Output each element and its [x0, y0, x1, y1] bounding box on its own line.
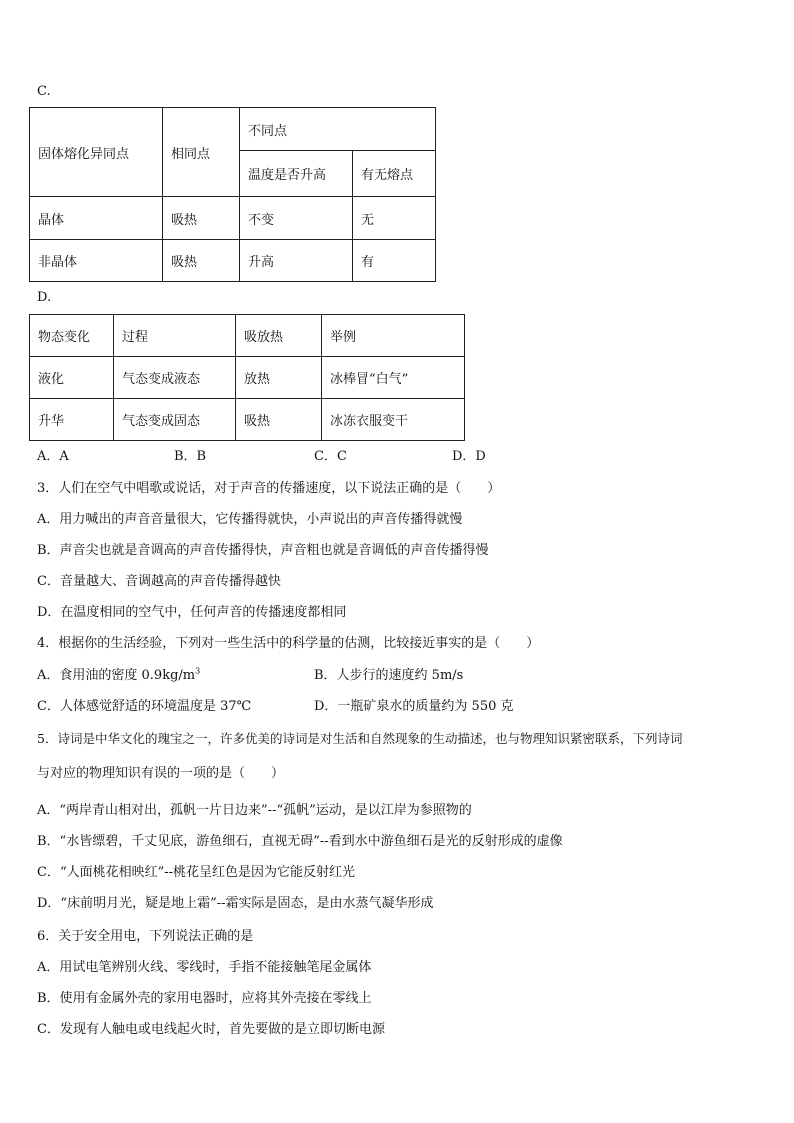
state-change-table: [29, 314, 465, 441]
table-cell: 不变: [240, 197, 353, 240]
table-header-row: [30, 315, 465, 357]
q3-option-a[interactable]: A．用力喊出的声音音量很大，它传播得就快，小声说出的声音传播得就慢: [37, 512, 463, 527]
q2-answer-options: [37, 449, 597, 467]
q4-option-b[interactable]: B．人步行的速度约 5m/s: [314, 668, 464, 683]
table-cell: 晶体: [30, 197, 163, 240]
q5-option-c[interactable]: C．“人面桃花相映红”--桃花呈红色是因为它能反射红光: [37, 865, 356, 880]
question-4-stem: 4．根据你的生活经验，下列对一些生活中的科学量的估测，比较接近事实的是（ ）: [37, 636, 540, 651]
option-a[interactable]: A．A: [37, 449, 69, 464]
table-cell: 液化: [30, 357, 114, 399]
option-c[interactable]: C．C: [314, 449, 347, 464]
melting-comparison-table: [29, 107, 436, 282]
question-5-stem: 5．诗词是中华文化的瑰宝之一，许多优美的诗词是对生活和自然现象的生动描述，也与物理知识紧密联系，下列诗词: [37, 731, 683, 746]
question-6-stem: 6．关于安全用电，下列说法正确的是: [37, 929, 254, 944]
option-d-label: D.: [37, 290, 52, 305]
table-header-cell: 举例: [322, 315, 465, 357]
table-row: [30, 240, 436, 282]
table-cell: 升高: [240, 240, 353, 282]
q6-option-c[interactable]: C．发现有人触电或电线起火时，首先要做的是立即切断电源: [37, 1022, 385, 1037]
q6-option-b[interactable]: B．使用有金属外壳的家用电器时，应将其外壳接在零线上: [37, 991, 372, 1006]
question-5-stem-continued: 与对应的物理知识有误的一项的是（ ）: [37, 766, 285, 781]
table-cell: 升华: [30, 399, 114, 441]
table-cell: 气态变成固态: [114, 399, 236, 441]
q4-option-a-text: A．食用油的密度 0.9kg/m: [37, 668, 196, 683]
table-cell: 吸热: [163, 197, 240, 240]
table-row: [30, 357, 465, 399]
q3-option-c[interactable]: C．音量越大、音调越高的声音传播得越快: [37, 574, 281, 589]
table-row: [30, 197, 436, 240]
header-melting-point: 有无熔点: [353, 151, 436, 197]
table-cell: 气态变成液态: [114, 357, 236, 399]
header-category: 固体熔化异同点: [30, 108, 163, 197]
table-header-cell: 物态变化: [30, 315, 114, 357]
table-cell: 非晶体: [30, 240, 163, 282]
q6-option-a[interactable]: A．用试电笔辨别火线、零线时，手指不能接触笔尾金属体: [37, 960, 372, 975]
option-c-label: C.: [37, 84, 51, 99]
q3-option-b[interactable]: B．声音尖也就是音调高的声音传播得快，声音粗也就是音调低的声音传播得慢: [37, 543, 489, 558]
table-header-cell: 过程: [114, 315, 236, 357]
option-d[interactable]: D．D: [452, 449, 486, 464]
table-cell: 吸热: [163, 240, 240, 282]
header-same: 相同点: [163, 108, 240, 197]
table-cell: 放热: [236, 357, 322, 399]
table-row: [30, 399, 465, 441]
table-cell: 冰棒冒“白气”: [322, 357, 465, 399]
q4-option-c[interactable]: C．人体感觉舒适的环境温度是 37℃: [37, 699, 252, 714]
option-b[interactable]: B．B: [174, 449, 207, 464]
q4-option-d[interactable]: D．一瓶矿泉水的质量约为 550 克: [314, 699, 514, 714]
header-different: 不同点: [240, 108, 436, 151]
table-cell: 吸热: [236, 399, 322, 441]
table-cell: 有: [353, 240, 436, 282]
table-cell: 冰冻衣服变干: [322, 399, 465, 441]
q5-option-a[interactable]: A．“两岸青山相对出，孤帆一片日边来”--“孤帆”运动，是以江岸为参照物的: [37, 803, 472, 818]
q5-option-d[interactable]: D．“床前明月光，疑是地上霜”--霜实际是固态，是由水蒸气凝华形成: [37, 896, 434, 911]
q4-option-a-exponent: 3: [195, 666, 201, 676]
q3-option-d[interactable]: D．在温度相同的空气中，任何声音的传播速度都相同: [37, 605, 347, 620]
q4-option-a[interactable]: [37, 668, 200, 684]
question-3-stem: 3．人们在空气中唱歌或说话，对于声音的传播速度，以下说法正确的是（ ）: [37, 481, 501, 496]
table-cell: 无: [353, 197, 436, 240]
table-header-cell: 吸放热: [236, 315, 322, 357]
q5-option-b[interactable]: B．“水皆缥碧，千丈见底，游鱼细石，直视无碍”--看到水中游鱼细石是光的反射形成的虚像: [37, 834, 563, 849]
header-temperature: 温度是否升高: [240, 151, 353, 197]
